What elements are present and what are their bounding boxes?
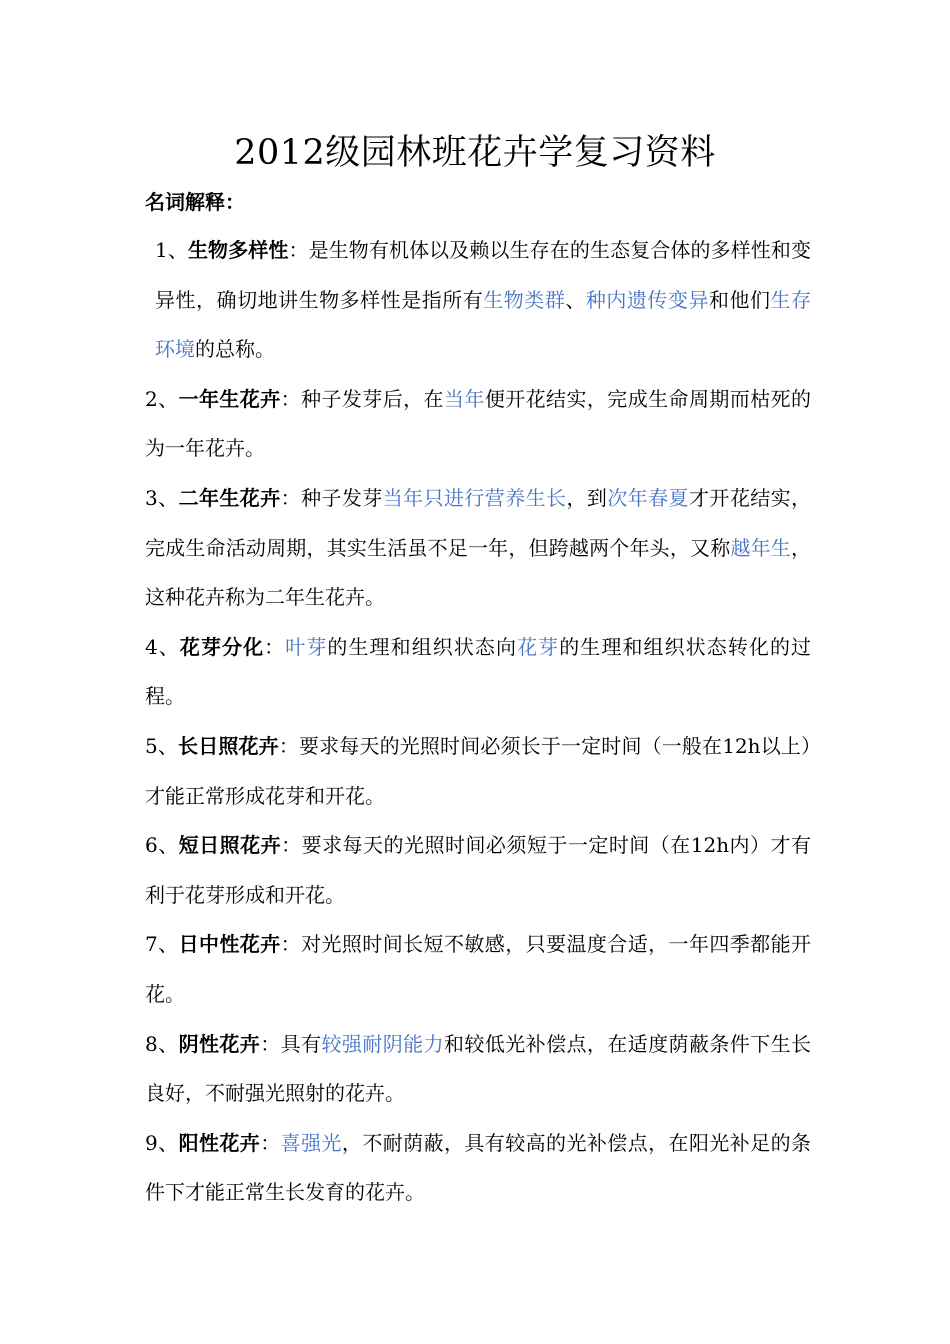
definition-text: 种子发芽 xyxy=(301,485,383,510)
highlighted-keyword: 花芽 xyxy=(517,634,560,659)
definition-entry xyxy=(145,920,811,1019)
definition-text: 要求每天的光照时间必须长于一定时间（一般在12h以上）才能正常形成花芽和开花。 xyxy=(145,733,812,808)
entry-number: 8、 xyxy=(145,1031,179,1056)
entry-number: 2、 xyxy=(145,386,179,411)
entry-number: 6、 xyxy=(145,833,179,858)
definition-text: 要求每天的光照时间必须短于一定时间（在12h内）才有利于花芽形成和开花。 xyxy=(145,833,811,907)
entry-number: 4、 xyxy=(145,634,180,659)
entry-number: 5、 xyxy=(145,733,179,758)
entry-colon: ： xyxy=(281,833,302,858)
definition-text: 和较低光补偿点，在适度荫蔽条件下生长良好，不耐强光照射的花卉。 xyxy=(145,1031,812,1106)
entry-term: 日中性花卉 xyxy=(178,932,281,957)
entry-term: 二年生花卉 xyxy=(178,485,281,510)
highlighted-keyword: 生物类群 xyxy=(483,287,566,312)
definition-text: 才开花结实，完成生命活动周期，其实生活虽不足一年，但跨越两个年头，又称 xyxy=(145,485,812,560)
definition-entry xyxy=(145,1020,811,1119)
definition-text: 便开花结实，完成生命周期而枯死的为一年花卉。 xyxy=(145,386,812,461)
definition-entry xyxy=(145,722,811,821)
highlighted-keyword: 种内遗传变异 xyxy=(585,287,709,312)
entry-colon: ： xyxy=(288,238,309,262)
definition-entry xyxy=(145,1119,811,1218)
entry-number: 3、 xyxy=(145,485,179,510)
entry-term: 一年生花卉 xyxy=(178,386,281,411)
highlighted-keyword: 越年生 xyxy=(730,535,791,560)
entry-term: 生物多样性 xyxy=(187,238,289,262)
definition-entry xyxy=(145,821,811,920)
definition-text: 的生理和组织状态向 xyxy=(327,634,518,659)
definition-text: 和他们 xyxy=(708,287,771,312)
highlighted-keyword: 较强耐阴能力 xyxy=(321,1031,444,1056)
page-title: 2012级园林班花卉学复习资料 xyxy=(234,133,716,173)
entry-number: 1、 xyxy=(155,238,188,262)
definition-entry xyxy=(145,474,811,623)
entry-term: 短日照花卉 xyxy=(178,833,282,858)
definition-text: 、 xyxy=(565,287,586,312)
highlighted-keyword: 叶芽 xyxy=(285,634,328,659)
definition-entry xyxy=(145,375,811,474)
entry-colon: ： xyxy=(264,634,286,659)
definition-text: 种子发芽后，在 xyxy=(301,386,444,411)
highlighted-keyword: 当年 xyxy=(443,386,485,411)
definition-text: 是生物有机体以及赖以生存在的生态复合体的多样性和变异性，确切地讲生物多样性是指所有 xyxy=(155,238,812,312)
definition-entry xyxy=(145,226,811,375)
entry-term: 长日照花卉 xyxy=(178,733,279,758)
definition-text: ，到 xyxy=(566,485,608,510)
highlighted-keyword: 生存环境 xyxy=(155,287,812,362)
definition-text: 对光照时间长短不敏感，只要温度合适，一年四季都能开花。 xyxy=(145,932,812,1006)
entry-colon: ： xyxy=(260,1031,281,1056)
entry-term: 花芽分化 xyxy=(179,634,265,659)
entry-number: 9、 xyxy=(145,1130,179,1155)
definition-text: 的生理和组织状态转化的过程。 xyxy=(145,634,812,709)
definition-text: 的总称。 xyxy=(195,337,275,362)
definition-text: 具有 xyxy=(280,1031,322,1056)
entry-colon: ： xyxy=(280,485,302,510)
entry-term: 阴性花卉 xyxy=(178,1031,261,1056)
entry-colon: ： xyxy=(280,386,302,411)
section-heading: 名词解释： xyxy=(145,190,245,214)
highlighted-keyword: 喜强光 xyxy=(280,1130,342,1155)
definition-text: ，这种花卉称为二年生花卉。 xyxy=(145,535,811,610)
entry-colon: ： xyxy=(280,932,302,957)
entry-colon: ： xyxy=(278,733,299,758)
entry-colon: ： xyxy=(260,1130,281,1155)
entry-number: 7、 xyxy=(145,932,179,957)
entry-term: 阳性花卉 xyxy=(178,1130,261,1155)
highlighted-keyword: 次年春夏 xyxy=(607,485,689,510)
definition-text: ，不耐荫蔽，具有较高的光补偿点，在阳光补足的条件下才能正常生长发育的花卉。 xyxy=(145,1130,812,1205)
definition-list xyxy=(145,226,811,1218)
definition-entry xyxy=(145,623,811,722)
highlighted-keyword: 当年只进行营养生长 xyxy=(382,485,567,510)
